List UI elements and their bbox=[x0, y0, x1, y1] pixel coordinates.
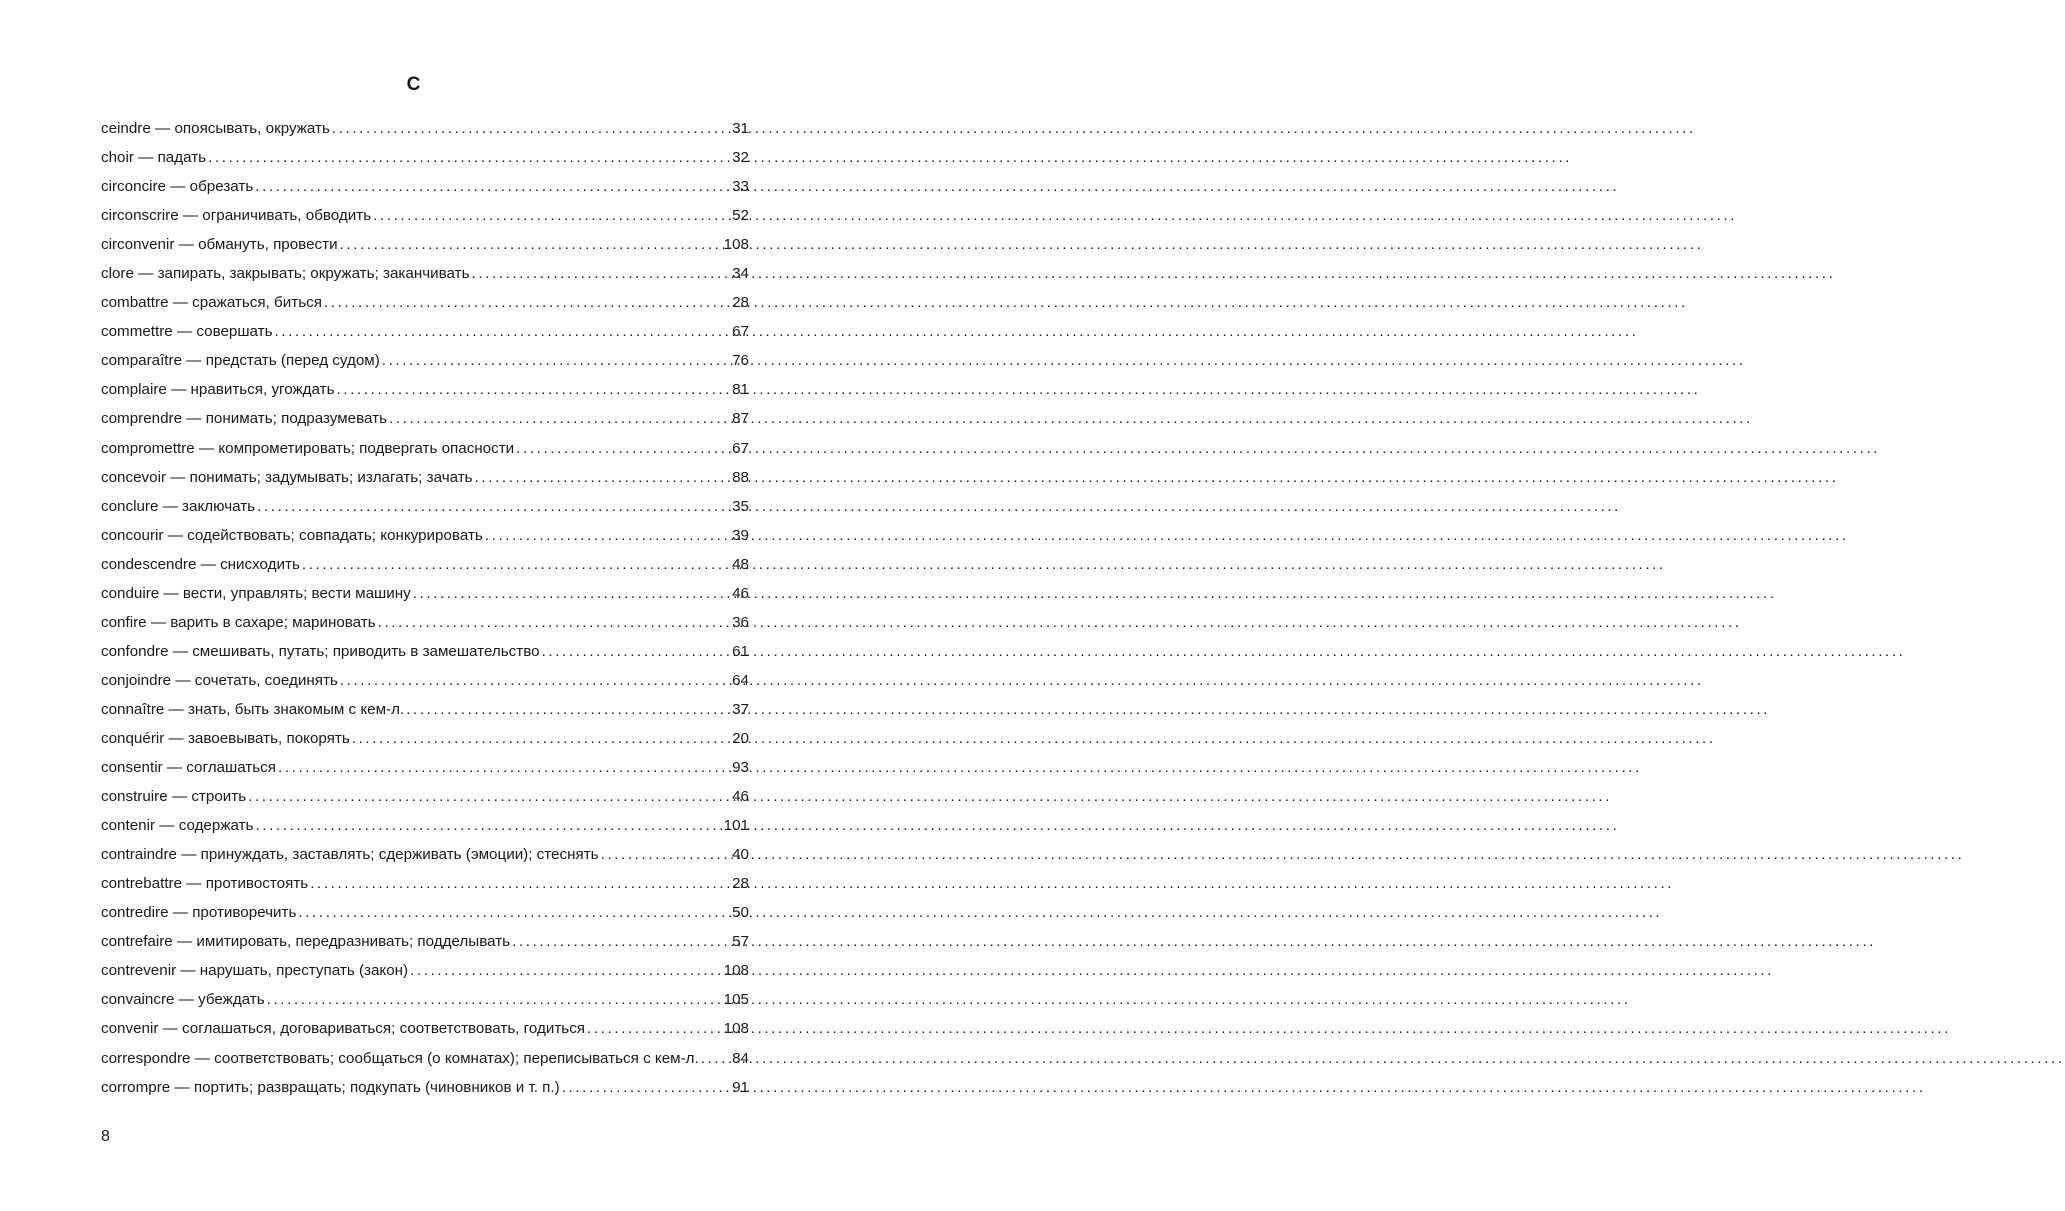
dot-leader bbox=[337, 375, 732, 404]
entry-page-number: 67 bbox=[732, 323, 749, 341]
dot-leader bbox=[562, 1073, 731, 1102]
entry-page-number: 31 bbox=[732, 120, 749, 137]
index-entry bbox=[101, 782, 749, 811]
entry-text bbox=[101, 143, 208, 172]
dot-leader bbox=[255, 172, 731, 201]
entry-separator: — bbox=[168, 904, 193, 922]
entry-text bbox=[101, 637, 542, 666]
entry-term: concevoir bbox=[101, 468, 166, 486]
entry-text bbox=[101, 1044, 701, 1073]
entry-text bbox=[101, 375, 337, 404]
index-entry bbox=[101, 114, 749, 143]
entry-separator: — bbox=[178, 207, 203, 225]
entry-translation: понимать; подразумевать bbox=[205, 410, 387, 428]
dot-leader bbox=[701, 1044, 731, 1073]
dot-leader bbox=[257, 492, 731, 521]
entry-term: complaire bbox=[101, 381, 167, 399]
entry-text bbox=[101, 201, 373, 230]
index-entry bbox=[101, 753, 749, 782]
dot-leader bbox=[340, 666, 731, 695]
index-entry bbox=[101, 1014, 749, 1043]
entry-separator: — bbox=[168, 294, 193, 312]
index-entry bbox=[101, 259, 749, 288]
entry-page-number: 36 bbox=[732, 613, 749, 631]
entry-page-number: 84 bbox=[732, 1049, 749, 1067]
entry-text bbox=[101, 927, 512, 956]
entry-separator: — bbox=[162, 759, 187, 777]
entry-page-number: 34 bbox=[732, 265, 749, 283]
entry-page-number: 40 bbox=[732, 846, 749, 864]
entry-term: correspondre bbox=[101, 1049, 191, 1067]
entry-separator: — bbox=[166, 468, 190, 486]
index-entry bbox=[101, 550, 749, 579]
dot-leader bbox=[267, 985, 723, 1014]
index-entry bbox=[101, 317, 749, 346]
entry-translation: сочетать, соединять bbox=[194, 671, 338, 689]
entry-term: confire bbox=[101, 613, 147, 631]
entry-translation: опоясывать, окружать bbox=[174, 120, 330, 137]
entry-page-number: 28 bbox=[732, 875, 749, 893]
entry-page-number: 32 bbox=[732, 149, 749, 167]
entry-term: circonscrire bbox=[101, 207, 179, 225]
entry-separator: — bbox=[174, 236, 199, 254]
entry-page-number: 108 bbox=[723, 962, 749, 980]
entry-separator: — bbox=[133, 265, 158, 283]
entry-separator: — bbox=[167, 788, 192, 806]
entry-term: conquérir bbox=[101, 729, 165, 747]
dot-leader bbox=[352, 724, 731, 753]
entry-separator: — bbox=[164, 729, 188, 747]
entry-separator: — bbox=[176, 962, 200, 980]
entry-translation: противостоять bbox=[205, 875, 309, 893]
entry-text bbox=[101, 259, 472, 288]
index-entry bbox=[101, 288, 749, 317]
entry-translation: варить в сахаре; мариновать bbox=[170, 613, 376, 631]
dot-leader bbox=[310, 869, 731, 898]
entry-separator: — bbox=[170, 1078, 194, 1096]
dot-leader bbox=[389, 404, 731, 433]
index-entry bbox=[101, 637, 749, 666]
index-entry bbox=[101, 608, 749, 637]
dot-leader bbox=[516, 434, 731, 463]
index-entry bbox=[101, 201, 749, 230]
entry-term: contredire bbox=[101, 904, 169, 922]
entry-translation: принуждать, заставлять; сдерживать (эмоции); стеснять bbox=[200, 846, 599, 864]
entry-translation: имитировать, передразнивать; подделывать bbox=[196, 933, 511, 951]
entry-term: connaître bbox=[101, 700, 165, 718]
index-entry bbox=[101, 346, 749, 375]
verb-index-list bbox=[101, 114, 749, 1102]
entry-text bbox=[101, 898, 298, 927]
index-entry bbox=[101, 898, 749, 927]
dot-leader bbox=[275, 317, 732, 346]
index-entry bbox=[101, 927, 749, 956]
index-entry bbox=[101, 724, 749, 753]
entry-term: convenir bbox=[101, 1020, 159, 1038]
entry-page-number: 87 bbox=[732, 410, 749, 428]
entry-term: contenir bbox=[101, 817, 156, 835]
entry-page-number: 20 bbox=[732, 729, 749, 747]
entry-translation: содержать bbox=[178, 817, 254, 835]
index-entry bbox=[101, 434, 749, 463]
entry-separator: — bbox=[182, 875, 206, 893]
dot-leader bbox=[413, 579, 731, 608]
index-entry bbox=[101, 869, 749, 898]
entry-page-number: 46 bbox=[732, 584, 749, 602]
index-entry bbox=[101, 811, 749, 840]
entry-text bbox=[101, 434, 516, 463]
entry-separator: — bbox=[158, 497, 183, 515]
entry-page-number: 88 bbox=[732, 468, 749, 486]
entry-separator: — bbox=[133, 149, 158, 167]
index-entry bbox=[101, 230, 749, 259]
entry-term: contrefaire bbox=[101, 933, 173, 951]
entry-page-number: 28 bbox=[732, 294, 749, 312]
dot-leader bbox=[512, 927, 731, 956]
entry-separator: — bbox=[159, 584, 183, 602]
entry-translation: знать, быть знакомым с кем-л. bbox=[187, 700, 405, 718]
entry-text bbox=[101, 1014, 587, 1043]
entry-text bbox=[101, 695, 406, 724]
dot-leader bbox=[324, 288, 731, 317]
entry-text bbox=[101, 985, 267, 1014]
entry-translation: завоевывать, покорять bbox=[187, 729, 350, 747]
book-page bbox=[0, 0, 827, 1211]
dot-leader bbox=[542, 637, 732, 666]
entry-separator: — bbox=[182, 352, 206, 370]
entry-term: consentir bbox=[101, 759, 163, 777]
entry-page-number: 76 bbox=[732, 352, 749, 370]
entry-text bbox=[101, 172, 255, 201]
entry-page-number: 108 bbox=[723, 236, 749, 254]
entry-term: commettre bbox=[101, 323, 173, 341]
entry-translation: снисходить bbox=[220, 555, 300, 573]
entry-separator: — bbox=[164, 700, 188, 718]
entry-text bbox=[101, 782, 248, 811]
entry-translation: вести, управлять; вести машину bbox=[182, 584, 411, 602]
entry-text bbox=[101, 288, 324, 317]
entry-term: contrebattre bbox=[101, 875, 183, 893]
dot-leader bbox=[601, 840, 732, 869]
entry-page-number: 39 bbox=[732, 526, 749, 544]
entry-separator: — bbox=[182, 410, 206, 428]
entry-translation: запирать, закрывать; окружать; заканчивать bbox=[157, 265, 470, 283]
entry-page-number: 57 bbox=[732, 933, 749, 951]
entry-separator: — bbox=[150, 120, 175, 137]
entry-term: convaincre bbox=[101, 991, 175, 1009]
entry-separator: — bbox=[190, 1049, 215, 1067]
index-entry bbox=[101, 172, 749, 201]
entry-translation: портить; развращать; подкупать (чиновников и т. п.) bbox=[193, 1078, 560, 1096]
entry-translation: совершать bbox=[196, 323, 273, 341]
index-entry bbox=[101, 695, 749, 724]
entry-translation: убеждать bbox=[198, 991, 265, 1009]
dot-leader bbox=[485, 521, 731, 550]
entry-term: conclure bbox=[101, 497, 159, 515]
entry-term: conjoindre bbox=[101, 671, 172, 689]
entry-separator: — bbox=[155, 817, 179, 835]
entry-translation: падать bbox=[157, 149, 207, 167]
entry-text bbox=[101, 1073, 562, 1102]
entry-page-number: 81 bbox=[732, 381, 749, 399]
dot-leader bbox=[587, 1014, 723, 1043]
entry-translation: заключать bbox=[182, 497, 256, 515]
index-entry bbox=[101, 143, 749, 172]
entry-page-number: 48 bbox=[732, 555, 749, 573]
entry-page-number: 61 bbox=[732, 642, 749, 660]
entry-translation: компрометировать; подвергать опасности bbox=[218, 439, 515, 457]
entry-translation: соглашаться, договариваться; соответствовать, годиться bbox=[182, 1020, 586, 1038]
entry-separator: — bbox=[172, 933, 197, 951]
entry-separator: — bbox=[166, 381, 191, 399]
dot-leader bbox=[472, 259, 732, 288]
index-entry bbox=[101, 375, 749, 404]
entry-term: corrompre bbox=[101, 1078, 171, 1096]
entry-translation: сражаться, биться bbox=[192, 294, 322, 312]
entry-term: comparaître bbox=[101, 352, 183, 370]
entry-page-number: 101 bbox=[723, 817, 749, 835]
entry-text bbox=[101, 666, 340, 695]
entry-text bbox=[101, 608, 378, 637]
entry-term: construire bbox=[101, 788, 168, 806]
entry-term: comprendre bbox=[101, 410, 183, 428]
index-entry bbox=[101, 840, 749, 869]
entry-text bbox=[101, 346, 382, 375]
dot-leader bbox=[248, 782, 731, 811]
entry-translation: строить bbox=[191, 788, 247, 806]
entry-text bbox=[101, 114, 332, 143]
index-entry bbox=[101, 666, 749, 695]
dot-leader bbox=[208, 143, 731, 172]
entry-translation: предстать (перед судом) bbox=[205, 352, 380, 370]
entry-page-number: 50 bbox=[732, 904, 749, 922]
entry-text bbox=[101, 404, 389, 433]
entry-page-number: 52 bbox=[732, 207, 749, 225]
entry-text bbox=[101, 840, 601, 869]
dot-leader bbox=[298, 898, 731, 927]
entry-text bbox=[101, 463, 475, 492]
entry-page-number: 67 bbox=[732, 439, 749, 457]
entry-separator: — bbox=[168, 642, 193, 660]
entry-separator: — bbox=[194, 439, 219, 457]
entry-term: circonvenir bbox=[101, 236, 175, 254]
index-entry bbox=[101, 1073, 749, 1102]
entry-translation: обмануть, провести bbox=[198, 236, 338, 254]
entry-translation: соглашаться bbox=[186, 759, 276, 777]
entry-text bbox=[101, 492, 257, 521]
entry-text bbox=[101, 753, 278, 782]
entry-text bbox=[101, 521, 485, 550]
entry-text bbox=[101, 579, 413, 608]
entry-separator: — bbox=[196, 555, 221, 573]
entry-term: contrevenir bbox=[101, 962, 177, 980]
entry-separator: — bbox=[158, 1020, 183, 1038]
index-entry bbox=[101, 956, 749, 985]
entry-term: ceindre bbox=[101, 120, 151, 137]
index-entry bbox=[101, 463, 749, 492]
entry-translation: нарушать, преступать (закон) bbox=[199, 962, 409, 980]
entry-page-number: 108 bbox=[723, 1020, 749, 1038]
entry-separator: — bbox=[176, 846, 201, 864]
entry-translation: противоречить bbox=[192, 904, 297, 922]
entry-term: concourir bbox=[101, 526, 164, 544]
entry-separator: — bbox=[166, 178, 190, 196]
dot-leader bbox=[255, 811, 722, 840]
index-entry bbox=[101, 1044, 749, 1073]
entry-text bbox=[101, 317, 275, 346]
entry-page-number: 37 bbox=[732, 700, 749, 718]
dot-leader bbox=[406, 695, 731, 724]
entry-page-number: 64 bbox=[732, 671, 749, 689]
entry-text bbox=[101, 869, 310, 898]
entry-term: combattre bbox=[101, 294, 169, 312]
entry-text bbox=[101, 724, 352, 753]
index-entry bbox=[101, 521, 749, 550]
entry-separator: — bbox=[171, 671, 195, 689]
entry-separator: — bbox=[172, 323, 197, 341]
entry-translation: обрезать bbox=[189, 178, 254, 196]
entry-separator: — bbox=[163, 526, 188, 544]
entry-translation: соответствовать; сообщаться (о комнатах); переписываться с кем-л. bbox=[214, 1049, 699, 1067]
entry-term: condescendre bbox=[101, 555, 197, 573]
dot-leader bbox=[475, 463, 731, 492]
index-entry bbox=[101, 985, 749, 1014]
dot-leader bbox=[378, 608, 731, 637]
entry-translation: понимать; задумывать; излагать; зачать bbox=[189, 468, 473, 486]
entry-text bbox=[101, 550, 302, 579]
section-letter-heading: C bbox=[406, 74, 421, 95]
dot-leader bbox=[278, 753, 731, 782]
dot-leader bbox=[332, 114, 731, 143]
entry-text bbox=[101, 956, 410, 985]
index-entry bbox=[101, 492, 749, 521]
entry-translation: ограничивать, обводить bbox=[202, 207, 372, 225]
entry-term: conduire bbox=[101, 584, 160, 602]
entry-page-number: 35 bbox=[732, 497, 749, 515]
dot-leader bbox=[382, 346, 731, 375]
entry-term: confondre bbox=[101, 642, 169, 660]
entry-translation: смешивать, путать; приводить в замешательство bbox=[192, 642, 540, 660]
entry-translation: нравиться, угождать bbox=[190, 381, 335, 399]
entry-page-number: 93 bbox=[732, 759, 749, 777]
entry-translation: содействовать; совпадать; конкурировать bbox=[187, 526, 483, 544]
entry-separator: — bbox=[146, 613, 171, 631]
index-entry bbox=[101, 579, 749, 608]
dot-leader bbox=[410, 956, 723, 985]
entry-text bbox=[101, 230, 340, 259]
entry-page-number: 105 bbox=[723, 991, 749, 1009]
entry-text bbox=[101, 811, 255, 840]
entry-page-number: 33 bbox=[732, 178, 749, 196]
page-number: 8 bbox=[101, 1128, 110, 1145]
entry-separator: — bbox=[174, 991, 199, 1009]
entry-term: contraindre bbox=[101, 846, 177, 864]
entry-term: compromettre bbox=[101, 439, 195, 457]
dot-leader bbox=[302, 550, 731, 579]
index-entry bbox=[101, 404, 749, 433]
dot-leader bbox=[373, 201, 731, 230]
dot-leader bbox=[340, 230, 723, 259]
entry-term: clore bbox=[101, 265, 134, 283]
entry-term: circoncire bbox=[101, 178, 166, 196]
entry-page-number: 91 bbox=[732, 1078, 749, 1096]
entry-term: choir bbox=[101, 149, 134, 167]
entry-page-number: 46 bbox=[732, 788, 749, 806]
